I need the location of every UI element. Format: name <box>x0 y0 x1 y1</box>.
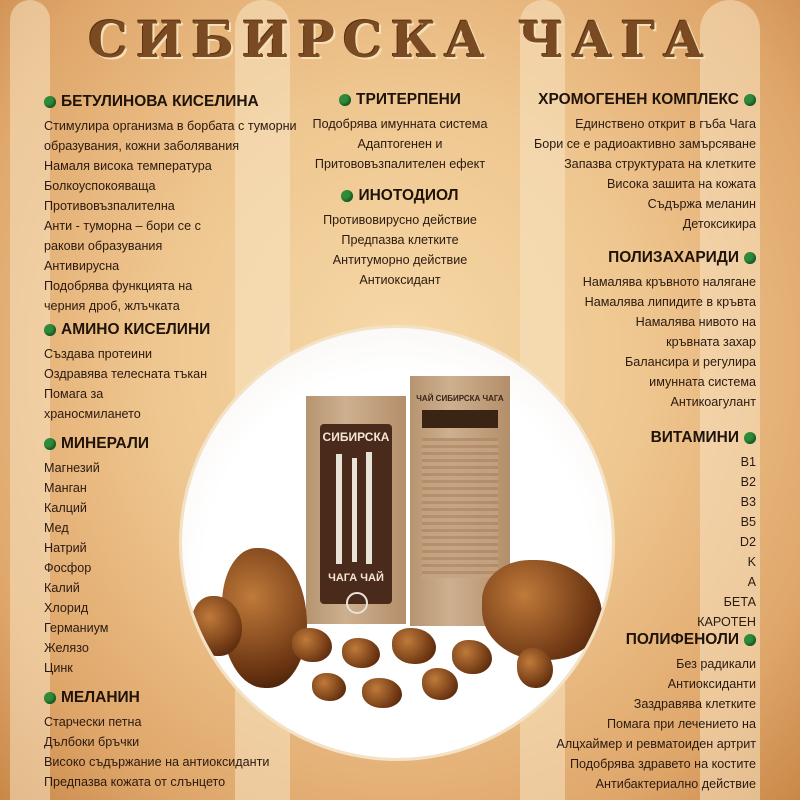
bullet-icon <box>44 96 56 108</box>
list-item: Единствено открит в гъба Чага <box>575 117 756 131</box>
list-item: Старчески петна <box>44 715 142 729</box>
list-item: Детоксикира <box>682 217 756 231</box>
chaga-chunk <box>292 628 332 662</box>
bullet-icon <box>744 432 756 444</box>
bag-back-label: ЧАЙ СИБИРСКА ЧАГА <box>416 394 504 403</box>
list-item: Желязо <box>44 641 89 655</box>
list-item: A <box>747 575 756 589</box>
list-item: Калций <box>44 501 87 515</box>
list-item: КАРОТЕН <box>697 615 756 629</box>
bullet-icon <box>744 634 756 646</box>
list-item: Антикоагулант <box>670 395 756 409</box>
chaga-chunk <box>482 560 602 660</box>
list-item: Манган <box>44 481 87 495</box>
list-item: Мед <box>44 521 69 535</box>
list-item: Фосфор <box>44 561 92 575</box>
list-item: кръвната захар <box>666 335 756 349</box>
bag-label-bottom: ЧАГА ЧАЙ <box>328 572 384 584</box>
section-heading: ИНОТОДИОЛ <box>358 187 459 204</box>
chaga-chunk <box>422 668 458 700</box>
list-item: Магнезий <box>44 461 100 475</box>
list-item: B5 <box>740 515 756 529</box>
list-item: Притововъзпалителен ефект <box>314 157 486 171</box>
chaga-chunk <box>452 640 492 674</box>
list-item: Противовъзпалителна <box>44 199 175 213</box>
list-item: Калий <box>44 581 80 595</box>
section-polysaccharides <box>526 248 756 412</box>
chaga-chunk <box>517 648 553 688</box>
list-item: Антивирусна <box>44 259 120 273</box>
section-chromogen-complex <box>496 90 756 234</box>
list-item: Запазва структурата на клетките <box>564 157 756 171</box>
list-item: Предпазва кожата от слънцето <box>44 775 226 789</box>
list-item: Антиоксидант <box>359 273 441 287</box>
list-item: Подобрява здравето на костите <box>569 757 756 771</box>
section-heading: ПОЛИФЕНОЛИ <box>625 631 739 648</box>
list-item: Предпазва клетките <box>341 233 459 247</box>
bullet-icon <box>744 94 756 106</box>
tea-bag-front <box>306 396 406 624</box>
list-item: Цинк <box>44 661 73 675</box>
section-minerals <box>44 434 194 678</box>
section-heading: ВИТАМИНИ <box>650 429 739 446</box>
section-betulinic-acid <box>44 92 314 316</box>
bullet-icon <box>744 252 756 264</box>
list-item: Анти - туморна – бори се с ракови образувания <box>44 219 201 253</box>
product-photo <box>182 328 612 758</box>
list-item: Антитуморно действие <box>332 253 468 267</box>
section-triterpenes <box>300 90 500 174</box>
chaga-chunk <box>312 673 346 701</box>
list-item: Намалява липидите в кръвта <box>584 295 756 309</box>
list-item: Натрий <box>44 541 87 555</box>
list-item: Антиоксиданти <box>667 677 756 691</box>
list-item: Висока зашита на кожата <box>607 177 756 191</box>
section-heading: МЕЛАНИН <box>61 689 140 706</box>
list-item: Създава протеини <box>44 347 153 361</box>
list-item: B1 <box>740 455 756 469</box>
list-item: имунната система <box>649 375 756 389</box>
bullet-icon <box>44 324 56 336</box>
list-item: K <box>747 555 756 569</box>
list-item: Намалява кръвното налягане <box>582 275 756 289</box>
list-item: Високо съдържание на антиоксиданти <box>44 755 270 769</box>
section-vitamins <box>606 428 756 632</box>
bullet-icon <box>339 94 351 106</box>
list-item: Помага при лечението на <box>606 717 756 731</box>
list-item: Дълбоки бръчки <box>44 735 140 749</box>
list-item: Съдържа меланин <box>647 197 756 211</box>
section-inotodiol <box>300 186 500 290</box>
list-item: Противовирусно действие <box>323 213 477 227</box>
list-item: Подобрява функцията на черния дроб, жлъчката <box>44 279 193 313</box>
section-heading: ТРИТЕРПЕНИ <box>356 91 461 108</box>
bullet-icon <box>44 692 56 704</box>
list-item: Балансира и регулира <box>625 355 756 369</box>
list-item: Помага за храносмилането <box>44 387 141 421</box>
list-item: Германиум <box>44 621 109 635</box>
section-heading: БЕТУЛИНОВА КИСЕЛИНА <box>61 93 259 110</box>
bag-emblem-icon <box>346 592 368 614</box>
list-item: Намалява нивото на <box>635 315 756 329</box>
chaga-chunk <box>362 678 402 708</box>
list-item: Стимулира организма в борбата с туморни образувания, кожни заболявания <box>44 119 297 153</box>
list-item: Подобрява имунната система <box>312 117 488 131</box>
list-item: Намаля висока температура <box>44 159 212 173</box>
list-item: Алцхаймер и ревматоиден артрит <box>556 737 756 751</box>
list-item: Хлорид <box>44 601 89 615</box>
section-heading: АМИНО КИСЕЛИНИ <box>61 321 211 338</box>
chaga-chunk <box>392 628 436 664</box>
section-amino-acids <box>44 320 244 424</box>
list-item: Заздравява клетките <box>633 697 756 711</box>
list-item: Адаптогенен и <box>357 137 443 151</box>
chaga-chunk <box>342 638 380 668</box>
section-heading: МИНЕРАЛИ <box>61 435 149 452</box>
section-heading: ХРОМОГЕНЕН КОМПЛЕКС <box>538 91 739 108</box>
list-item: Антибактериално действие <box>595 777 756 791</box>
section-heading: ПОЛИЗАХАРИДИ <box>608 249 739 266</box>
list-item: B3 <box>740 495 756 509</box>
bullet-icon <box>44 438 56 450</box>
list-item: B2 <box>740 475 756 489</box>
list-item: Болкоуспокояваща <box>44 179 156 193</box>
list-item: БЕТА <box>723 595 756 609</box>
bullet-icon <box>341 190 353 202</box>
page-title: СИБИРСКА ЧАГА <box>88 10 712 69</box>
list-item: D2 <box>739 535 756 549</box>
bag-label-top: СИБИРСКА <box>322 430 390 444</box>
list-item: Без радикали <box>676 657 756 671</box>
list-item: Оздравява телесната тъкан <box>44 367 208 381</box>
list-item: Бори се е радиоактивно замърсяване <box>533 137 756 151</box>
